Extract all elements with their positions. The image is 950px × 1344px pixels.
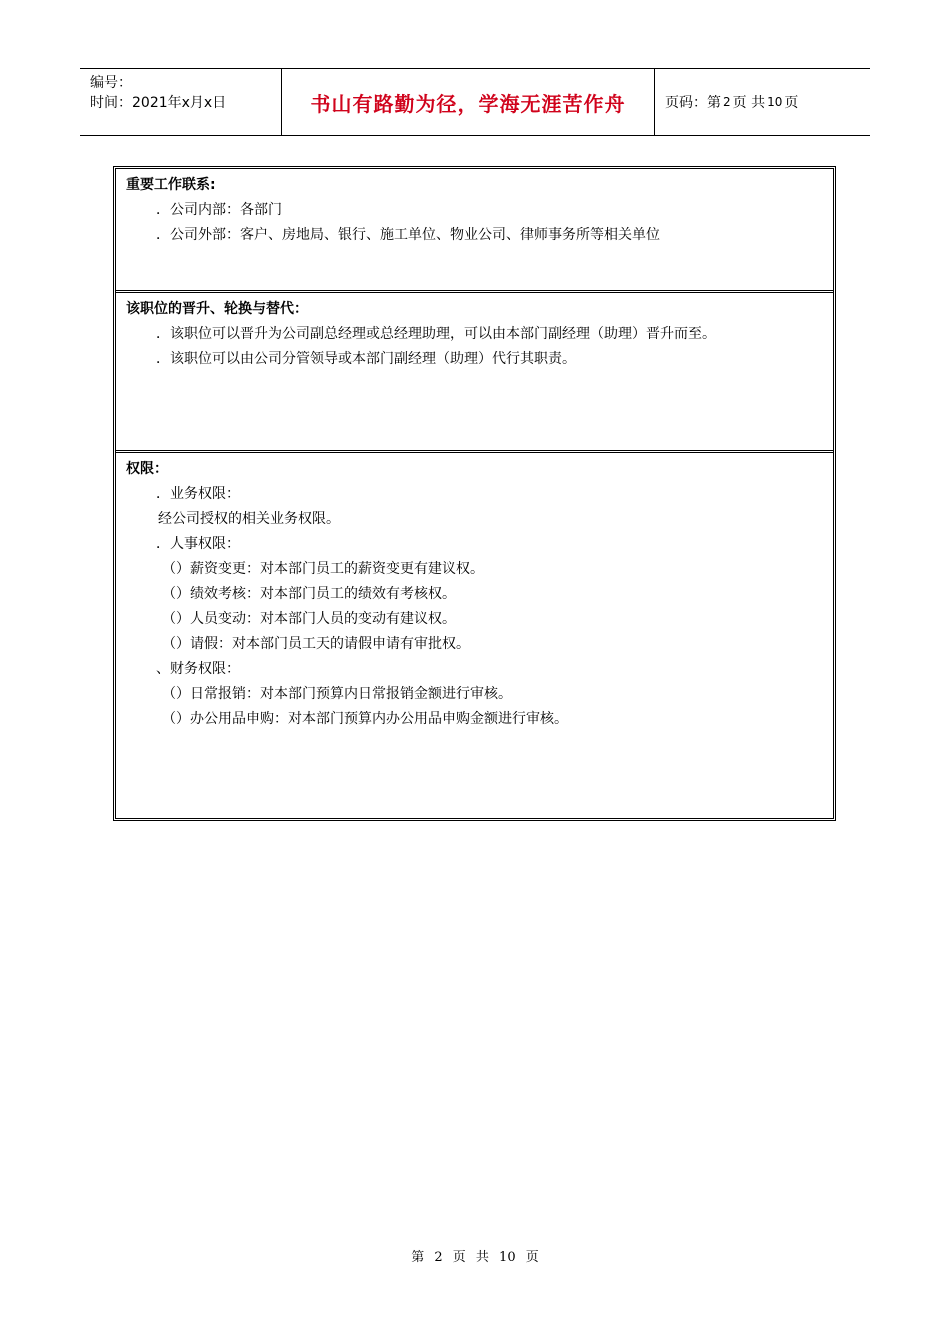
page-current: 2	[723, 95, 731, 109]
job-description-table	[113, 166, 836, 821]
list-item: ．该职位可以晋升为公司副总经理或总经理助理，可以由本部门副经理（助理）晋升而至。	[156, 326, 716, 342]
document-time-label: 时间：2021年x月x日	[90, 95, 227, 111]
list-item: ．人事权限：	[156, 536, 240, 552]
list-item: ．公司外部：客户、房地局、银行、施工单位、物业公司、律师事务所等相关单位	[156, 227, 660, 243]
header-meta	[80, 69, 282, 135]
list-item: ．公司内部：各部门	[156, 202, 282, 218]
section-title: 重要工作联系:	[126, 177, 216, 193]
list-item: （）请假：对本部门员工天的请假申请有审批权。	[162, 636, 470, 652]
list-item: ．该职位可以由公司分管领导或本部门副经理（助理）代行其职责。	[156, 351, 576, 367]
document-number-label: 编号：	[90, 75, 132, 91]
section-authority	[116, 450, 833, 818]
section-title: 权限：	[126, 461, 168, 477]
list-item: ．业务权限：	[156, 486, 240, 502]
list-item: 、财务权限：	[156, 661, 240, 677]
page-label-suffix: 页	[784, 95, 799, 111]
header-motto: 书山有路勤为径，学海无涯苦作舟	[282, 69, 655, 135]
list-item: （）人员变动：对本部门人员的变动有建议权。	[162, 611, 456, 627]
page-header	[80, 68, 870, 136]
section-work-relations	[116, 169, 833, 290]
section-title: 该职位的晋升、轮换与替代：	[126, 301, 308, 317]
page-footer: 第 2 页 共 10 页	[411, 1250, 539, 1265]
list-item: 经公司授权的相关业务权限。	[158, 511, 340, 527]
page-total: 10	[767, 95, 783, 109]
header-page-info	[655, 69, 870, 135]
list-item: （）薪资变更：对本部门员工的薪资变更有建议权。	[162, 561, 484, 577]
page-label-prefix: 页码：第	[665, 95, 721, 111]
list-item: （）绩效考核：对本部门员工的绩效有考核权。	[162, 586, 456, 602]
page-label-mid: 页 共	[732, 95, 766, 111]
list-item: （）办公用品申购：对本部门预算内办公用品申购金额进行审核。	[162, 711, 568, 727]
list-item: （）日常报销：对本部门预算内日常报销金额进行审核。	[162, 686, 512, 702]
section-promotion	[116, 290, 833, 450]
